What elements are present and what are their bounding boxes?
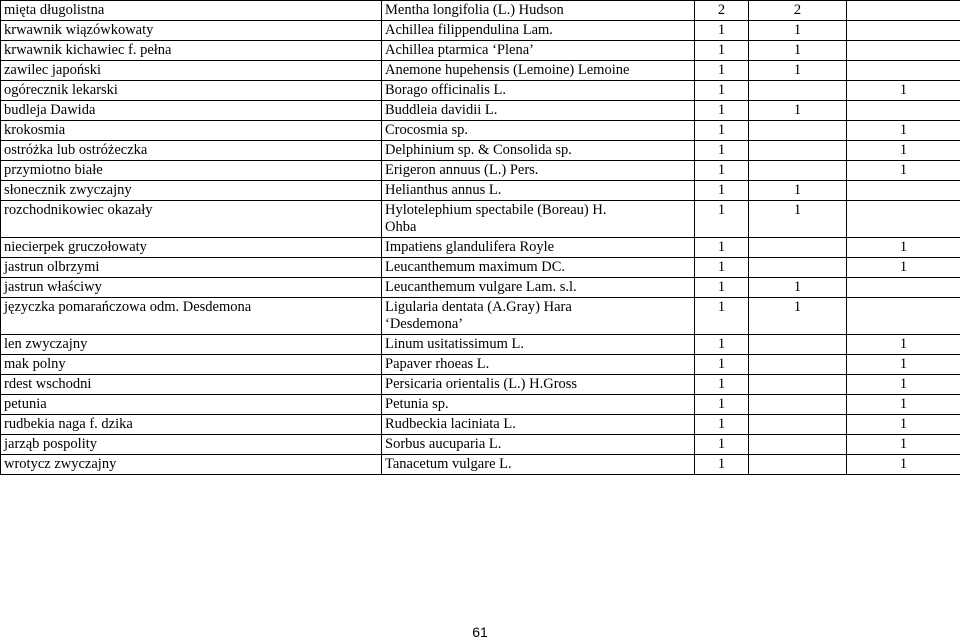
polish-name-cell: rudbekia naga f. dzika [1, 415, 382, 435]
count-cell-c1: 1 [695, 455, 749, 475]
latin-name-line: Ligularia dentata (A.Gray) Hara [385, 299, 572, 315]
latin-name-cell [382, 161, 695, 181]
polish-name-cell: ostróżka lub ostróżeczka [1, 141, 382, 161]
count-cell-c1: 1 [695, 41, 749, 61]
count-cell-c2 [749, 455, 847, 475]
polish-name-cell: petunia [1, 395, 382, 415]
latin-name-cell [382, 375, 695, 395]
count-cell-c2: 1 [749, 278, 847, 298]
latin-name-line: Erigeron annuus (L.) Pers. [385, 162, 539, 178]
count-cell-c1: 1 [695, 181, 749, 201]
count-cell-c2 [749, 161, 847, 181]
latin-name-cell [382, 21, 695, 41]
table-row [1, 238, 960, 258]
polish-name-cell: rdest wschodni [1, 375, 382, 395]
latin-name-cell [382, 355, 695, 375]
count-cell-c3 [847, 61, 960, 81]
table-row [1, 395, 960, 415]
polish-name-cell: krokosmia [1, 121, 382, 141]
count-cell-c2 [749, 435, 847, 455]
latin-name-line: Buddleia davidii L. [385, 102, 498, 118]
latin-name-cell [382, 258, 695, 278]
count-cell-c1: 1 [695, 21, 749, 41]
latin-name-line: Impatiens glandulifera Royle [385, 239, 555, 255]
polish-name-cell: przymiotno białe [1, 161, 382, 181]
count-cell-c1: 1 [695, 395, 749, 415]
polish-name-cell: budleja Dawida [1, 101, 382, 121]
count-cell-c2: 1 [749, 21, 847, 41]
count-cell-c1: 1 [695, 415, 749, 435]
latin-name-line: ‘Desdemona’ [385, 316, 464, 332]
table-row [1, 435, 960, 455]
count-cell-c3 [847, 101, 960, 121]
count-cell-c3: 1 [847, 395, 960, 415]
count-cell-c3: 1 [847, 375, 960, 395]
count-cell-c3: 1 [847, 455, 960, 475]
polish-name-cell: ogórecznik lekarski [1, 81, 382, 101]
latin-name-line: Ohba [385, 219, 417, 235]
count-cell-c3 [847, 201, 960, 238]
count-cell-c1: 1 [695, 435, 749, 455]
latin-name-cell [382, 41, 695, 61]
count-cell-c3: 1 [847, 161, 960, 181]
latin-name-line: Tanacetum vulgare L. [385, 456, 512, 472]
latin-name-line: Achillea ptarmica ‘Plena’ [385, 42, 534, 58]
count-cell-c3: 1 [847, 121, 960, 141]
polish-name-cell: mak polny [1, 355, 382, 375]
latin-name-cell [382, 1, 695, 21]
polish-name-cell: zawilec japoński [1, 61, 382, 81]
latin-name-line: Helianthus annus L. [385, 182, 502, 198]
count-cell-c2 [749, 355, 847, 375]
latin-name-line: Leucanthemum vulgare Lam. s.l. [385, 279, 577, 295]
count-cell-c3 [847, 1, 960, 21]
count-cell-c3 [847, 21, 960, 41]
table-row [1, 1, 960, 21]
latin-name-cell [382, 238, 695, 258]
polish-name-cell: wrotycz zwyczajny [1, 455, 382, 475]
latin-name-cell [382, 101, 695, 121]
latin-name-cell [382, 81, 695, 101]
count-cell-c2: 1 [749, 181, 847, 201]
count-cell-c3: 1 [847, 415, 960, 435]
table-row [1, 355, 960, 375]
latin-name-line: Hylotelephium spectabile (Boreau) H. [385, 202, 607, 218]
table-row [1, 455, 960, 475]
polish-name-cell: jastrun olbrzymi [1, 258, 382, 278]
count-cell-c1: 1 [695, 258, 749, 278]
count-cell-c1: 1 [695, 278, 749, 298]
count-cell-c3: 1 [847, 435, 960, 455]
count-cell-c1: 1 [695, 61, 749, 81]
table-row [1, 101, 960, 121]
count-cell-c1: 1 [695, 121, 749, 141]
latin-name-line: Rudbeckia laciniata L. [385, 416, 516, 432]
table-row [1, 141, 960, 161]
count-cell-c1: 2 [695, 1, 749, 21]
count-cell-c3 [847, 41, 960, 61]
polish-name-cell: mięta długolistna [1, 1, 382, 21]
polish-name-cell: słonecznik zwyczajny [1, 181, 382, 201]
count-cell-c3: 1 [847, 141, 960, 161]
count-cell-c3 [847, 181, 960, 201]
count-cell-c1: 1 [695, 161, 749, 181]
latin-name-cell [382, 415, 695, 435]
polish-name-cell: len zwyczajny [1, 335, 382, 355]
count-cell-c1: 1 [695, 355, 749, 375]
count-cell-c1: 1 [695, 238, 749, 258]
count-cell-c1: 1 [695, 375, 749, 395]
table-row [1, 298, 960, 335]
table-body [1, 1, 960, 475]
latin-name-line: Delphinium sp. & Consolida sp. [385, 142, 572, 158]
table-row [1, 258, 960, 278]
table-row [1, 201, 960, 238]
count-cell-c2 [749, 81, 847, 101]
table-row [1, 415, 960, 435]
count-cell-c1: 1 [695, 81, 749, 101]
latin-name-line: Anemone hupehensis (Lemoine) Lemoine [385, 62, 630, 78]
latin-name-line: Crocosmia sp. [385, 122, 468, 138]
table-row [1, 375, 960, 395]
latin-name-cell [382, 455, 695, 475]
count-cell-c1: 1 [695, 101, 749, 121]
table-row [1, 335, 960, 355]
count-cell-c2 [749, 141, 847, 161]
count-cell-c1: 1 [695, 201, 749, 238]
latin-name-cell [382, 141, 695, 161]
count-cell-c2 [749, 395, 847, 415]
latin-name-cell [382, 121, 695, 141]
count-cell-c2: 2 [749, 1, 847, 21]
table-row [1, 161, 960, 181]
count-cell-c1: 1 [695, 141, 749, 161]
count-cell-c3: 1 [847, 81, 960, 101]
latin-name-cell [382, 395, 695, 415]
count-cell-c3: 1 [847, 238, 960, 258]
table-row [1, 121, 960, 141]
count-cell-c3: 1 [847, 335, 960, 355]
latin-name-line: Leucanthemum maximum DC. [385, 259, 566, 275]
count-cell-c2 [749, 335, 847, 355]
polish-name-cell: rozchodnikowiec okazały [1, 201, 382, 238]
count-cell-c2: 1 [749, 61, 847, 81]
latin-name-line: Linum usitatissimum L. [385, 336, 524, 352]
count-cell-c2 [749, 258, 847, 278]
count-cell-c2: 1 [749, 298, 847, 335]
polish-name-cell: jastrun właściwy [1, 278, 382, 298]
count-cell-c2 [749, 238, 847, 258]
table-row [1, 41, 960, 61]
page-number: 61 [472, 624, 488, 640]
count-cell-c2 [749, 121, 847, 141]
latin-name-cell [382, 435, 695, 455]
count-cell-c1: 1 [695, 335, 749, 355]
latin-name-cell [382, 201, 695, 238]
count-cell-c1: 1 [695, 298, 749, 335]
latin-name-line: Persicaria orientalis (L.) H.Gross [385, 376, 578, 392]
latin-name-cell [382, 61, 695, 81]
count-cell-c2: 1 [749, 41, 847, 61]
latin-name-cell [382, 181, 695, 201]
table-row [1, 81, 960, 101]
count-cell-c2: 1 [749, 101, 847, 121]
count-cell-c3 [847, 298, 960, 335]
table-row [1, 21, 960, 41]
table-row [1, 61, 960, 81]
latin-name-line: Mentha longifolia (L.) Hudson [385, 2, 564, 18]
latin-name-line: Petunia sp. [385, 396, 449, 412]
count-cell-c2 [749, 375, 847, 395]
polish-name-cell: niecierpek gruczołowaty [1, 238, 382, 258]
latin-name-line: Borago officinalis L. [385, 82, 506, 98]
count-cell-c3 [847, 278, 960, 298]
count-cell-c3: 1 [847, 355, 960, 375]
count-cell-c3: 1 [847, 258, 960, 278]
polish-name-cell: krwawnik wiązówkowaty [1, 21, 382, 41]
polish-name-cell: krwawnik kichawiec f. pełna [1, 41, 382, 61]
latin-name-line: Papaver rhoeas L. [385, 356, 490, 372]
latin-name-cell [382, 298, 695, 335]
latin-name-cell [382, 335, 695, 355]
table-row [1, 278, 960, 298]
count-cell-c2 [749, 415, 847, 435]
polish-name-cell: języczka pomarańczowa odm. Desdemona [1, 298, 382, 335]
latin-name-cell [382, 278, 695, 298]
count-cell-c2: 1 [749, 201, 847, 238]
latin-name-line: Sorbus aucuparia L. [385, 436, 502, 452]
polish-name-cell: jarząb pospolity [1, 435, 382, 455]
table-row [1, 181, 960, 201]
latin-name-line: Achillea filippendulina Lam. [385, 22, 553, 38]
